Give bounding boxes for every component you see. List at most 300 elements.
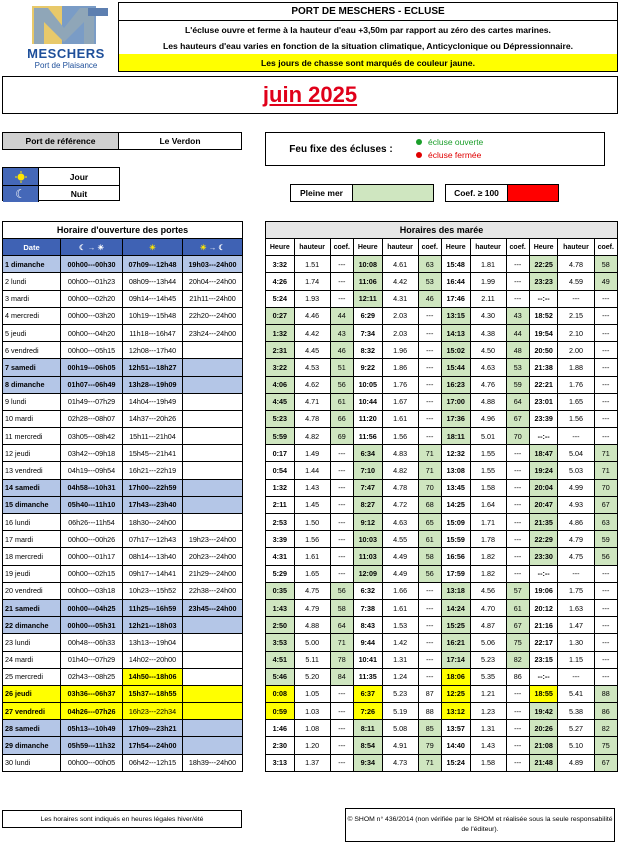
tide-height-cell: 1.63 bbox=[558, 599, 594, 616]
tide-time-cell: 19:54 bbox=[529, 324, 558, 341]
tide-time-cell: 3:39 bbox=[266, 531, 295, 548]
gate-time-cell: 18h30---24h00 bbox=[123, 514, 183, 531]
gate-row bbox=[3, 599, 243, 616]
tide-coef-cell: 66 bbox=[330, 410, 353, 427]
tide-height-cell: 5.23 bbox=[382, 685, 418, 702]
tide-height-cell: 1.76 bbox=[558, 376, 594, 393]
tide-coef-cell: 49 bbox=[594, 273, 618, 290]
tide-coef-cell: 44 bbox=[506, 324, 529, 341]
tide-coef-cell: --- bbox=[594, 410, 618, 427]
tide-coef-cell: 82 bbox=[506, 651, 529, 668]
tide-time-cell: 21:16 bbox=[529, 617, 558, 634]
gate-time-cell bbox=[183, 376, 243, 393]
tide-coef-cell: 59 bbox=[506, 376, 529, 393]
tide-height-cell: 1.50 bbox=[294, 514, 330, 531]
tide-row bbox=[266, 514, 618, 531]
tide-height-cell: --- bbox=[558, 428, 594, 445]
tide-row bbox=[266, 307, 618, 324]
gate-time-cell: 13h13---19h04 bbox=[123, 634, 183, 651]
gate-time-cell bbox=[183, 428, 243, 445]
tide-time-cell: 4:51 bbox=[266, 651, 295, 668]
gate-time-cell: 00h00---00h30 bbox=[61, 256, 123, 273]
tide-time-cell: 22:17 bbox=[529, 634, 558, 651]
gate-time-cell: 08h09---13h44 bbox=[123, 273, 183, 290]
tide-height-cell: 5.41 bbox=[558, 685, 594, 702]
gate-date-cell: 22 dimanche bbox=[3, 617, 61, 634]
tide-coef-cell: --- bbox=[594, 634, 618, 651]
tide-coef-cell: --- bbox=[418, 599, 441, 616]
tide-coef-cell: --- bbox=[418, 668, 441, 685]
tide-time-cell: 15:48 bbox=[441, 256, 470, 273]
tide-row bbox=[266, 376, 618, 393]
tide-time-cell: --:-- bbox=[529, 565, 558, 582]
tide-coef-cell: 79 bbox=[418, 737, 441, 754]
gate-date-cell: 29 dimanche bbox=[3, 737, 61, 754]
moon-icon: ☾ bbox=[3, 186, 39, 202]
gate-date-cell: 1 dimanche bbox=[3, 256, 61, 273]
tide-time-cell: 0:35 bbox=[266, 582, 295, 599]
tide-coef-cell: 88 bbox=[594, 685, 618, 702]
tide-time-cell: 14:13 bbox=[441, 324, 470, 341]
tide-coef-cell: 64 bbox=[506, 393, 529, 410]
tide-coef-cell: 86 bbox=[594, 703, 618, 720]
tide-height-cell: 4.76 bbox=[470, 376, 506, 393]
gate-date-cell: 21 samedi bbox=[3, 599, 61, 616]
gate-date-cell: 27 vendredi bbox=[3, 703, 61, 720]
tide-height-cell: 5.27 bbox=[558, 720, 594, 737]
gate-time-cell bbox=[183, 737, 243, 754]
tide-height-cell: 1.03 bbox=[294, 703, 330, 720]
tide-coef-cell: --- bbox=[594, 393, 618, 410]
tide-height-cell: 4.82 bbox=[294, 428, 330, 445]
tide-coef-cell: --- bbox=[506, 479, 529, 496]
tide-row bbox=[266, 359, 618, 376]
tide-height-cell: 1.82 bbox=[470, 565, 506, 582]
gate-date-cell: 2 lundi bbox=[3, 273, 61, 290]
tide-coef-cell: 48 bbox=[506, 342, 529, 359]
tide-coef-cell: 61 bbox=[418, 531, 441, 548]
gate-time-cell: 12h08---17h40 bbox=[123, 342, 183, 359]
gate-row bbox=[3, 307, 243, 324]
tide-height-cell: 1.88 bbox=[558, 359, 594, 376]
tide-row bbox=[266, 737, 618, 754]
tide-coef-cell: 64 bbox=[330, 617, 353, 634]
tide-height-cell: 4.89 bbox=[558, 754, 594, 771]
tide-height-cell: 1.74 bbox=[294, 273, 330, 290]
tide-time-cell: 14:24 bbox=[441, 599, 470, 616]
green-dot-icon bbox=[416, 139, 422, 145]
tide-coef-cell: 65 bbox=[418, 514, 441, 531]
tide-coef-cell: --- bbox=[594, 376, 618, 393]
tide-time-cell: 0:08 bbox=[266, 685, 295, 702]
tide-time-cell: 13:12 bbox=[441, 703, 470, 720]
tide-time-cell: 23:39 bbox=[529, 410, 558, 427]
gate-time-cell: 21h29---24h00 bbox=[183, 565, 243, 582]
tide-time-cell: 13:15 bbox=[441, 307, 470, 324]
tide-coef-cell: --- bbox=[506, 548, 529, 565]
gate-date-cell: 4 mercredi bbox=[3, 307, 61, 324]
gate-date-cell: 10 mardi bbox=[3, 410, 61, 427]
tide-coef-cell: --- bbox=[330, 720, 353, 737]
tide-time-cell: 19:06 bbox=[529, 582, 558, 599]
gate-time-cell: 10h23---15h52 bbox=[123, 582, 183, 599]
gate-row bbox=[3, 445, 243, 462]
gate-row bbox=[3, 479, 243, 496]
tide-row bbox=[266, 548, 618, 565]
gate-time-cell bbox=[183, 342, 243, 359]
tide-height-cell: 1.55 bbox=[470, 445, 506, 462]
tide-height-cell: 1.65 bbox=[294, 565, 330, 582]
tide-time-cell: 2:30 bbox=[266, 737, 295, 754]
gate-time-cell: 09h14---14h45 bbox=[123, 290, 183, 307]
tide-coef-cell: --- bbox=[418, 634, 441, 651]
gate-date-cell: 28 samedi bbox=[3, 720, 61, 737]
gate-time-cell bbox=[183, 634, 243, 651]
tide-height-cell: 2.00 bbox=[558, 342, 594, 359]
tide-time-cell: 1:32 bbox=[266, 479, 295, 496]
tide-coef-cell: --- bbox=[506, 514, 529, 531]
tide-coef-cell: --- bbox=[418, 359, 441, 376]
tide-height-cell: 4.73 bbox=[382, 754, 418, 771]
gate-time-cell: 02h43---08h25 bbox=[61, 668, 123, 685]
tide-time-cell: 7:38 bbox=[353, 599, 382, 616]
tide-height-cell: 1.56 bbox=[558, 410, 594, 427]
tide-height-cell: 5.23 bbox=[470, 651, 506, 668]
tide-height-cell: 1.31 bbox=[470, 720, 506, 737]
tide-height-cell: 4.59 bbox=[558, 273, 594, 290]
tide-height-cell: 4.56 bbox=[470, 582, 506, 599]
gate-time-cell: 16h23---22h34 bbox=[123, 703, 183, 720]
tide-height-cell: 4.93 bbox=[558, 496, 594, 513]
gate-row bbox=[3, 685, 243, 702]
tide-time-cell: 11:06 bbox=[353, 273, 382, 290]
tide-height-cell: 1.45 bbox=[294, 496, 330, 513]
tide-height-cell: 4.50 bbox=[470, 342, 506, 359]
gate-row bbox=[3, 668, 243, 685]
gate-time-cell bbox=[183, 668, 243, 685]
tide-row bbox=[266, 703, 618, 720]
tide-coef-cell: 53 bbox=[506, 359, 529, 376]
gate-time-cell: 00h00---00h05 bbox=[61, 754, 123, 771]
tide-time-cell: 22:29 bbox=[529, 531, 558, 548]
gate-time-cell: 00h00---04h25 bbox=[61, 599, 123, 616]
tide-time-cell: 18:55 bbox=[529, 685, 558, 702]
tide-time-cell: 15:59 bbox=[441, 531, 470, 548]
tide-time-cell: 5:59 bbox=[266, 428, 295, 445]
tide-time-cell: 21:38 bbox=[529, 359, 558, 376]
tide-row bbox=[266, 634, 618, 651]
tide-coef-cell: --- bbox=[594, 651, 618, 668]
tide-coef-cell: 78 bbox=[330, 651, 353, 668]
tide-coef-cell: --- bbox=[506, 496, 529, 513]
gate-time-cell: 09h17---14h41 bbox=[123, 565, 183, 582]
tide-time-cell: 17:14 bbox=[441, 651, 470, 668]
tide-time-cell: 7:10 bbox=[353, 462, 382, 479]
gate-date-cell: 19 jeudi bbox=[3, 565, 61, 582]
tide-coef-cell: --- bbox=[594, 342, 618, 359]
tide-height-cell: 4.30 bbox=[470, 307, 506, 324]
tide-coef-cell: --- bbox=[330, 531, 353, 548]
month-title: juin 2025 bbox=[262, 82, 358, 107]
tide-height-cell: 1.20 bbox=[294, 737, 330, 754]
tide-row bbox=[266, 651, 618, 668]
tide-height-cell: 5.35 bbox=[470, 668, 506, 685]
tide-time-cell: 20:04 bbox=[529, 479, 558, 496]
tide-coef-cell: 51 bbox=[330, 359, 353, 376]
tide-coef-cell: --- bbox=[330, 754, 353, 771]
tide-coef-cell: --- bbox=[330, 565, 353, 582]
tide-row bbox=[266, 685, 618, 702]
gate-time-cell: 17h43---23h40 bbox=[123, 496, 183, 513]
tide-coef-cell: 43 bbox=[330, 324, 353, 341]
tide-coef-cell: --- bbox=[594, 290, 618, 307]
lock-closed-legend bbox=[416, 149, 483, 162]
gate-date-cell: 18 mercredi bbox=[3, 548, 61, 565]
gate-date-cell: 24 mardi bbox=[3, 651, 61, 668]
gate-row bbox=[3, 393, 243, 410]
tide-height-cell: 5.10 bbox=[558, 737, 594, 754]
tide-height-cell: 4.71 bbox=[294, 393, 330, 410]
tide-column-header: coef. bbox=[506, 239, 529, 256]
tide-height-cell: 1.23 bbox=[470, 703, 506, 720]
tide-height-cell: 4.78 bbox=[294, 410, 330, 427]
gate-row bbox=[3, 342, 243, 359]
tide-height-cell: 5.38 bbox=[558, 703, 594, 720]
tide-row bbox=[266, 342, 618, 359]
tide-coef-cell: --- bbox=[506, 256, 529, 273]
tide-coef-cell: 88 bbox=[418, 703, 441, 720]
tide-height-cell: 1.44 bbox=[294, 462, 330, 479]
lock-open-legend bbox=[416, 136, 483, 149]
tide-coef-cell: 71 bbox=[418, 445, 441, 462]
gate-time-cell: 02h28---08h07 bbox=[61, 410, 123, 427]
tide-time-cell: --:-- bbox=[529, 290, 558, 307]
gate-time-cell: 07h09---12h48 bbox=[123, 256, 183, 273]
gate-time-cell: 01h07---06h49 bbox=[61, 376, 123, 393]
tide-time-cell: 8:32 bbox=[353, 342, 382, 359]
gate-row bbox=[3, 531, 243, 548]
gate-time-cell: 04h19---09h54 bbox=[61, 462, 123, 479]
tide-coef-cell: --- bbox=[418, 410, 441, 427]
tide-time-cell: 23:01 bbox=[529, 393, 558, 410]
gate-time-cell: 11h18---16h47 bbox=[123, 324, 183, 341]
tide-coef-cell: --- bbox=[506, 754, 529, 771]
tide-coef-cell: --- bbox=[506, 565, 529, 582]
tide-height-cell: 1.86 bbox=[382, 359, 418, 376]
tide-time-cell: 16:56 bbox=[441, 548, 470, 565]
tide-time-cell: 23:15 bbox=[529, 651, 558, 668]
tide-height-cell: 4.61 bbox=[382, 256, 418, 273]
header-title: PORT DE MESCHERS - ECLUSE bbox=[119, 3, 617, 21]
gate-time-cell: 01h40---07h29 bbox=[61, 651, 123, 668]
tide-row bbox=[266, 479, 618, 496]
tide-coef-cell: 57 bbox=[506, 582, 529, 599]
gate-row bbox=[3, 634, 243, 651]
logo-tagline: Port de Plaisance bbox=[34, 61, 98, 70]
tide-height-cell: 1.47 bbox=[558, 617, 594, 634]
gate-time-cell bbox=[183, 496, 243, 513]
gate-time-cell: 00h00---02h15 bbox=[61, 565, 123, 582]
tide-row bbox=[266, 496, 618, 513]
gate-date-cell: 17 mardi bbox=[3, 531, 61, 548]
gate-time-cell: 12h21---18h03 bbox=[123, 617, 183, 634]
tide-coef-cell: --- bbox=[506, 685, 529, 702]
gates-title: Horaire d'ouverture des portes bbox=[3, 222, 243, 239]
tide-height-cell: 4.88 bbox=[470, 393, 506, 410]
tide-height-cell: 1.67 bbox=[382, 393, 418, 410]
tide-coef-cell: --- bbox=[506, 531, 529, 548]
tide-time-cell: 5:29 bbox=[266, 565, 295, 582]
tide-coef-cell: --- bbox=[330, 479, 353, 496]
gate-date-cell: 8 dimanche bbox=[3, 376, 61, 393]
gate-row bbox=[3, 324, 243, 341]
tide-time-cell: 9:44 bbox=[353, 634, 382, 651]
tide-row bbox=[266, 599, 618, 616]
tide-height-cell: 2.03 bbox=[382, 307, 418, 324]
tide-time-cell: 1:43 bbox=[266, 599, 295, 616]
tide-time-cell: 10:41 bbox=[353, 651, 382, 668]
tide-column-header: hauteur bbox=[294, 239, 330, 256]
tide-coef-cell: 75 bbox=[594, 737, 618, 754]
gate-time-cell: 08h14---13h40 bbox=[123, 548, 183, 565]
tide-coef-cell: 61 bbox=[330, 393, 353, 410]
tide-coef-cell: 75 bbox=[506, 634, 529, 651]
gate-time-cell: 15h37---18h55 bbox=[123, 685, 183, 702]
gate-time-cell: 00h00---00h26 bbox=[61, 531, 123, 548]
tide-time-cell: 15:09 bbox=[441, 514, 470, 531]
gate-time-cell: 03h42---09h18 bbox=[61, 445, 123, 462]
tide-coef-cell: --- bbox=[418, 376, 441, 393]
gate-time-cell bbox=[183, 410, 243, 427]
tide-row bbox=[266, 273, 618, 290]
gate-date-cell: 3 mardi bbox=[3, 290, 61, 307]
tide-coef-cell: --- bbox=[330, 496, 353, 513]
tide-height-cell: 5.03 bbox=[558, 462, 594, 479]
tide-height-cell: 1.08 bbox=[294, 720, 330, 737]
day-label: Jour bbox=[69, 171, 89, 182]
coef-label: Coef. ≥ 100 bbox=[446, 185, 508, 201]
tide-height-cell: 1.31 bbox=[382, 651, 418, 668]
tide-row bbox=[266, 445, 618, 462]
sun-icon: ☀ bbox=[123, 239, 183, 256]
tide-time-cell: 17:59 bbox=[441, 565, 470, 582]
tide-coef-cell: --- bbox=[594, 359, 618, 376]
tide-time-cell: 21:35 bbox=[529, 514, 558, 531]
gate-time-cell bbox=[183, 479, 243, 496]
tide-height-cell: 1.81 bbox=[470, 256, 506, 273]
tide-height-cell: 1.96 bbox=[382, 342, 418, 359]
gate-date-cell: 5 jeudi bbox=[3, 324, 61, 341]
coef-swatch bbox=[508, 185, 558, 201]
tide-time-cell: 1:32 bbox=[266, 324, 295, 341]
tide-time-cell: 19:42 bbox=[529, 703, 558, 720]
tide-time-cell: 2:53 bbox=[266, 514, 295, 531]
header-line-3: Les jours de chasse sont marqués de couleur jaune. bbox=[119, 54, 617, 71]
tide-coef-cell: 63 bbox=[594, 514, 618, 531]
gate-time-cell: 00h00---03h20 bbox=[61, 307, 123, 324]
gate-time-cell bbox=[183, 651, 243, 668]
gate-time-cell bbox=[183, 703, 243, 720]
tide-height-cell: 4.72 bbox=[382, 496, 418, 513]
tide-time-cell: 13:08 bbox=[441, 462, 470, 479]
gate-time-cell: 00h48---06h33 bbox=[61, 634, 123, 651]
tide-height-cell: 1.56 bbox=[294, 531, 330, 548]
tide-time-cell: 21:08 bbox=[529, 737, 558, 754]
tide-time-cell: 9:22 bbox=[353, 359, 382, 376]
tide-coef-cell: --- bbox=[506, 445, 529, 462]
tide-time-cell: 10:05 bbox=[353, 376, 382, 393]
tide-coef-cell: 58 bbox=[330, 599, 353, 616]
tide-time-cell: 5:23 bbox=[266, 410, 295, 427]
gate-date-cell: 15 dimanche bbox=[3, 496, 61, 513]
tide-height-cell: --- bbox=[558, 290, 594, 307]
gates-date-header: Date bbox=[3, 239, 61, 256]
tide-time-cell: 23:23 bbox=[529, 273, 558, 290]
tide-height-cell: 4.63 bbox=[382, 514, 418, 531]
gate-row bbox=[3, 256, 243, 273]
tide-time-cell: 12:32 bbox=[441, 445, 470, 462]
tide-coef-cell: 56 bbox=[594, 548, 618, 565]
gate-row bbox=[3, 754, 243, 771]
tide-height-cell: 1.30 bbox=[558, 634, 594, 651]
tide-time-cell: 0:59 bbox=[266, 703, 295, 720]
tide-coef-cell: 71 bbox=[418, 754, 441, 771]
tide-height-cell: 1.65 bbox=[558, 393, 594, 410]
tide-height-cell: 4.63 bbox=[470, 359, 506, 376]
tide-height-cell: 1.58 bbox=[470, 479, 506, 496]
gate-time-cell: 03h36---06h37 bbox=[61, 685, 123, 702]
gate-time-cell bbox=[183, 685, 243, 702]
tide-coef-cell: --- bbox=[506, 720, 529, 737]
tide-height-cell: 5.01 bbox=[470, 428, 506, 445]
tide-height-cell: 4.75 bbox=[558, 548, 594, 565]
gate-time-cell bbox=[183, 393, 243, 410]
tide-time-cell: 18:52 bbox=[529, 307, 558, 324]
tide-coef-cell: --- bbox=[418, 324, 441, 341]
tide-time-cell: --:-- bbox=[529, 668, 558, 685]
header-line-1: L'écluse ouvre et ferme à la hauteur d'eau +3,50m par rapport au zéro des cartes marines. bbox=[185, 24, 551, 35]
tide-height-cell: 4.49 bbox=[382, 548, 418, 565]
tide-height-cell: 4.79 bbox=[558, 531, 594, 548]
moon-to-sun-icon: ☾ → ☀ bbox=[61, 239, 123, 256]
tide-row bbox=[266, 565, 618, 582]
tide-height-cell: --- bbox=[558, 565, 594, 582]
gate-row bbox=[3, 617, 243, 634]
lock-light-legend bbox=[265, 132, 605, 166]
tide-time-cell: 12:09 bbox=[353, 565, 382, 582]
high-tide-swatch bbox=[353, 185, 433, 201]
gate-time-cell: 15h45---21h41 bbox=[123, 445, 183, 462]
tide-time-cell: 18:47 bbox=[529, 445, 558, 462]
tide-height-cell: 1.66 bbox=[382, 582, 418, 599]
day-night-legend bbox=[2, 167, 120, 201]
tide-height-cell: 1.61 bbox=[382, 599, 418, 616]
gate-time-cell: 20h04---24h00 bbox=[183, 273, 243, 290]
tide-time-cell: 10:03 bbox=[353, 531, 382, 548]
gate-row bbox=[3, 410, 243, 427]
tide-height-cell: 4.42 bbox=[382, 273, 418, 290]
tide-time-cell: 16:44 bbox=[441, 273, 470, 290]
tide-height-cell: 1.49 bbox=[294, 445, 330, 462]
tide-height-cell: 4.49 bbox=[382, 565, 418, 582]
high-tide-label: Pleine mer bbox=[291, 185, 353, 201]
tide-column-header: Heure bbox=[441, 239, 470, 256]
tide-height-cell: 4.82 bbox=[382, 462, 418, 479]
tide-coef-cell: 71 bbox=[594, 445, 618, 462]
tide-time-cell: 11:03 bbox=[353, 548, 382, 565]
gate-date-cell: 26 jeudi bbox=[3, 685, 61, 702]
tide-column-header: coef. bbox=[330, 239, 353, 256]
